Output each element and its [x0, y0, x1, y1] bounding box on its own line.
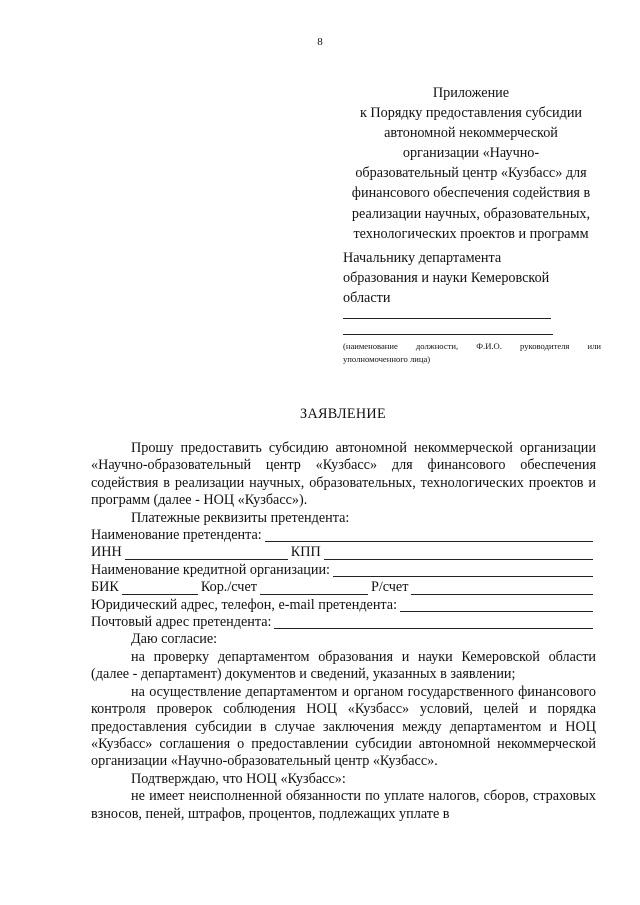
document-body [91, 440, 596, 823]
bank-details-row [91, 579, 596, 596]
inn-kpp-row [91, 544, 596, 561]
consent-item-2: на осуществление департаментом и органом государственного финансового контроля проверок соблюдения НОЦ «Кузбасс» условий, целей и порядка предоставления субсидии в случае заключения между департаментом и НОЦ «Кузбасс» соглашения о предоставлении субсидии автономной некоммерческой организации «Научно-образовательный центр «Кузбасс». [91, 683, 596, 770]
legal-address-label: Юридический адрес, телефон, e-mail претендента: [91, 596, 398, 613]
bik-label: БИК [91, 579, 119, 596]
appendix-line: финансового обеспечения содействия в [351, 185, 591, 202]
account-field[interactable] [411, 582, 593, 595]
inn-field[interactable] [125, 547, 288, 560]
applicant-name-row [91, 527, 596, 544]
addressee-line: области [343, 290, 391, 307]
consent-header: Даю согласие: [131, 631, 218, 648]
appendix-line: Приложение [432, 85, 510, 101]
addressee-blank-1[interactable] [343, 318, 551, 319]
addressee-block [343, 248, 605, 308]
request-paragraph: Прошу предоставить субсидию автономной некоммерческой организации «Научно-образовательный центр «Кузбасс» для финансового обеспечения содействия в реализации научных, образовательных, технологических проектов и программ (далее - НОЦ «Кузбасс»). [91, 440, 596, 509]
bank-name-field[interactable] [333, 564, 593, 577]
bank-name-row [91, 562, 596, 579]
corr-account-label: Кор./счет [200, 579, 257, 596]
postal-address-row [91, 614, 596, 631]
bank-name-label: Наименование кредитной организации: [91, 561, 330, 578]
legal-address-row [91, 597, 596, 614]
payment-header: Платежные реквизиты претендента: [131, 509, 350, 526]
document-title: ЗАЯВЛЕНИЕ [300, 406, 386, 422]
confirm-header: Подтверждаю, что НОЦ «Кузбасс»: [131, 770, 346, 787]
kpp-label: КПП [290, 544, 321, 561]
appendix-block [340, 83, 602, 244]
consent-item-1: на проверку департаментом образования и науки Кемеровской области (далее - департамент) документов и сведений, указанных в заявлении; [91, 648, 596, 683]
appendix-line: автономной некоммерческой [384, 125, 558, 142]
addressee-line: образования и науки Кемеровской [343, 270, 550, 287]
appendix-line: к Порядку предоставления субсидии [359, 105, 583, 122]
postal-address-field[interactable] [274, 616, 593, 629]
inn-label: ИНН [91, 544, 122, 561]
addressee-note: (наименование должности, Ф.И.О. руководителя или уполномоченного лица) [343, 341, 601, 364]
applicant-name-field[interactable] [265, 529, 593, 542]
page-number: 8 [317, 36, 323, 48]
corr-account-field[interactable] [260, 582, 368, 595]
bik-field[interactable] [122, 582, 198, 595]
account-label: Р/счет [370, 579, 409, 596]
appendix-line: организации «Научно- [402, 145, 540, 162]
appendix-line: образовательный центр «Кузбасс» для [355, 165, 587, 182]
applicant-name-label: Наименование претендента: [91, 527, 262, 544]
addressee-line: Начальнику департамента [343, 250, 502, 266]
legal-address-field[interactable] [400, 599, 593, 612]
kpp-field[interactable] [324, 547, 593, 560]
confirm-item-1: не имеет неисполненной обязанности по уплате налогов, сборов, страховых взносов, пеней, штрафов, процентов, подлежащих уплате в [91, 788, 596, 822]
addressee-blank-2[interactable] [343, 334, 553, 335]
postal-address-label: Почтовый адрес претендента: [91, 614, 272, 631]
appendix-line: реализации научных, образовательных, [351, 205, 591, 222]
appendix-line: технологических проектов и программ [353, 225, 589, 242]
